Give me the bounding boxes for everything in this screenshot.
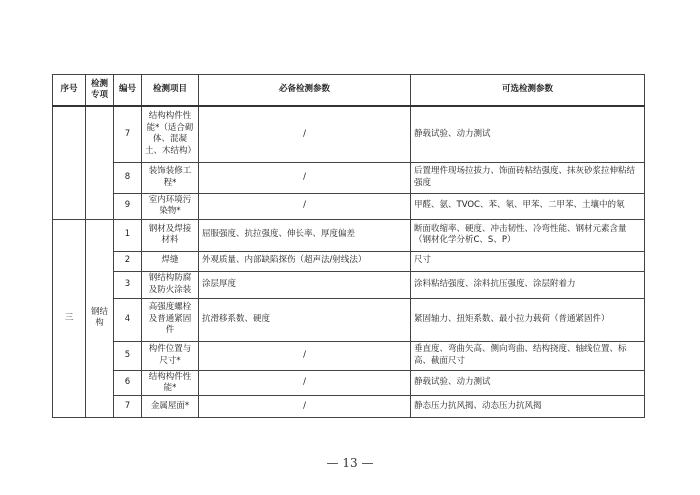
row-required: 涂层厚度	[199, 271, 411, 298]
row-item: 结构构件性能*	[142, 370, 199, 396]
row-optional: 静态压力抗风揭、动态压力抗风揭	[411, 396, 645, 418]
row-num: 1	[114, 219, 142, 251]
row-required: /	[199, 370, 411, 396]
row-item: 钢材及焊接材料	[142, 219, 199, 251]
category-cell: 钢结构	[86, 219, 114, 418]
row-num: 3	[114, 271, 142, 298]
row-num: 5	[114, 341, 142, 370]
row-item: 结构构件性能*（适合砌体、混凝土、木结构）	[142, 106, 199, 162]
row-num: 7	[114, 106, 142, 162]
header-num: 编号	[114, 75, 142, 107]
page-number: — 13 —	[326, 456, 374, 470]
row-required: 外观质量、内部缺陷探伤（超声法/射线法）	[199, 251, 411, 271]
row-item: 钢结构防腐及防火涂装	[142, 271, 199, 298]
table-header-row	[53, 75, 645, 107]
row-item: 装饰装修工程*	[142, 162, 199, 193]
row-optional: 断面收缩率、硬度、冲击韧性、冷弯性能、钢材元素含量（钢材化学分析C、S、P）	[411, 219, 645, 251]
header-required: 必备检测参数	[199, 75, 411, 107]
row-optional: 垂直度、弯曲矢高、侧向弯曲、结构挠度、轴线位置、标高、截面尺寸	[411, 341, 645, 370]
table-row	[53, 370, 645, 396]
category-cell-empty	[86, 106, 114, 219]
row-optional: 涂料粘结强度、涂料抗压强度、涂层附着力	[411, 271, 645, 298]
table-row	[53, 396, 645, 418]
row-num: 7	[114, 396, 142, 418]
header-optional: 可选检测参数	[411, 75, 645, 107]
inspection-parameters-table	[52, 74, 645, 418]
table-row	[53, 341, 645, 370]
row-item: 焊缝	[142, 251, 199, 271]
row-required: /	[199, 341, 411, 370]
table-row	[53, 219, 645, 251]
row-num: 4	[114, 298, 142, 341]
row-item: 室内环境污染物*	[142, 193, 199, 219]
table-row	[53, 271, 645, 298]
table-row	[53, 193, 645, 219]
header-category: 检测专项	[86, 75, 114, 107]
row-num: 9	[114, 193, 142, 219]
table-row	[53, 106, 645, 162]
row-num: 2	[114, 251, 142, 271]
table-row	[53, 162, 645, 193]
row-optional: 静载试验、动力测试	[411, 106, 645, 162]
row-optional: 静载试验、动力测试	[411, 370, 645, 396]
row-required: 屈服强度、抗拉强度、伸长率、厚度偏差	[199, 219, 411, 251]
table-row	[53, 251, 645, 271]
row-optional: 后置埋件现场拉拔力、饰面砖粘结强度、抹灰砂浆拉伸粘结强度	[411, 162, 645, 193]
row-num: 6	[114, 370, 142, 396]
header-item: 检测项目	[142, 75, 199, 107]
row-required: 抗滑移系数、硬度	[199, 298, 411, 341]
row-required: /	[199, 162, 411, 193]
row-item: 构件位置与尺寸*	[142, 341, 199, 370]
row-required: /	[199, 106, 411, 162]
row-optional: 紧固轴力、扭矩系数、最小拉力载荷（普通紧固件）	[411, 298, 645, 341]
row-item: 金属屋面*	[142, 396, 199, 418]
seq-cell: 三	[53, 219, 86, 418]
header-seq: 序号	[53, 75, 86, 107]
row-required: /	[199, 193, 411, 219]
table-row	[53, 298, 645, 341]
row-required: /	[199, 396, 411, 418]
row-num: 8	[114, 162, 142, 193]
seq-cell-empty	[53, 106, 86, 219]
row-optional: 尺寸	[411, 251, 645, 271]
row-item: 高强度螺栓及普通紧固件	[142, 298, 199, 341]
row-optional: 甲醛、氨、TVOC、苯、氡、甲苯、二甲苯、土壤中的氡	[411, 193, 645, 219]
